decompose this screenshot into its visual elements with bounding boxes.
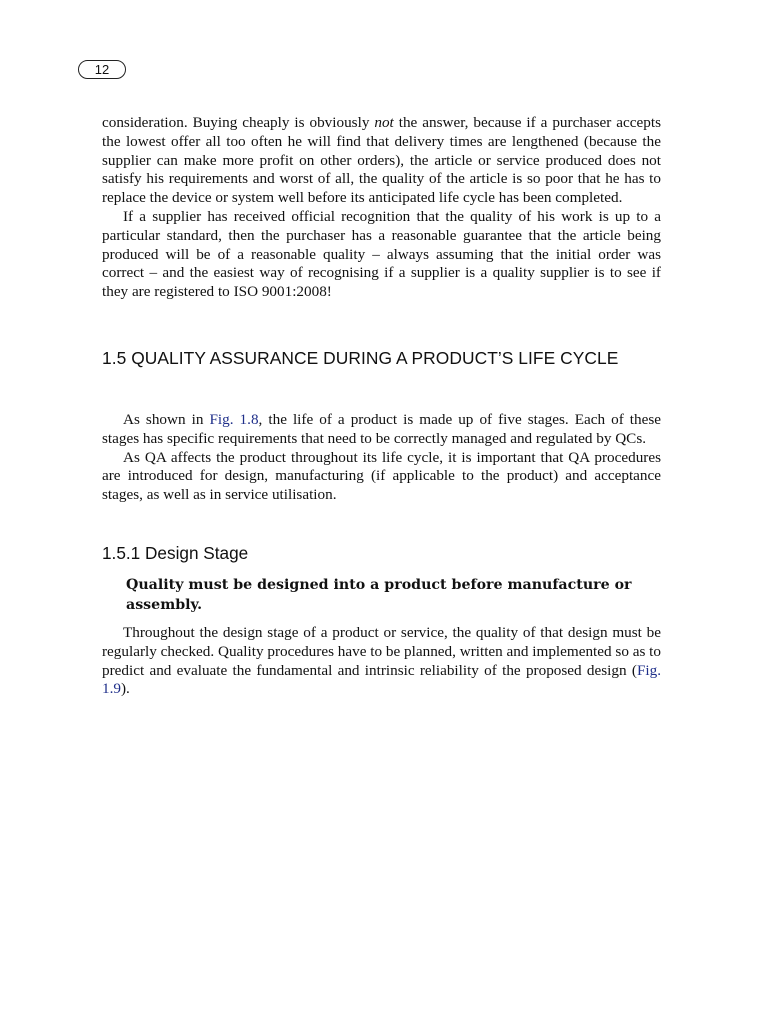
callout-statement: Quality must be designed into a product before manufacture or assembly. [126,577,632,613]
section-heading: 1.5 QUALITY ASSURANCE DURING A PRODUCT’S LIFE CYCLE [102,348,619,368]
figure-link-1-8[interactable]: Fig. 1.8 [209,411,259,428]
text-block-design [102,624,661,699]
figure-link-1-9[interactable]: Fig. 1.9 [102,661,661,698]
paragraph-five-stages [102,411,661,449]
subsection-heading: 1.5.1 Design Stage [102,543,249,563]
page-number-badge: 12 [78,60,126,79]
paragraph-text: the answer, because if a purchaser accepts the lowest offer all too often he will find that delivery times are lengthened (because the supplier can make more profit on other orders), the article or service produced does not satisfy his requirements and worst of all, the quality of the article is so poor that he has to replace the device or system well before its anticipated life cycle has been completed. [102,114,661,207]
paragraph-text: If a supplier has received official recognition that the quality of his work is up to a particular standard, then the purchaser has a reasonable guarantee that the article being produced will be of a reasonable quality – always assuming that the initial order was correct – and the easiest way of recognising if a supplier is a quality supplier is to see if they are registered to ISO 9001:2008! [102,207,661,301]
paragraph-text: ). [120,680,130,698]
paragraph-text: , the life of a product is made up of five stages. Each of these stages has specific requirements that need to be correctly managed and regulated by QCs. [102,411,661,447]
paragraph-qa-affects [102,449,661,505]
paragraph-official-recognition [102,208,661,302]
paragraph-text: As shown in [123,411,210,428]
paragraph-text: consideration. Buying cheaply is obviously [102,114,375,131]
text-block-section [102,411,661,505]
paragraph-design-stage [102,624,661,699]
paragraph-consideration [102,114,661,208]
paragraph-text: As QA affects the product throughout its life cycle, it is important that QA procedures are introduced for design, manufacturing (if applicable to the product) and acceptance stages, as well as in service utilisation. [102,448,661,504]
paragraph-text: Throughout the design stage of a product or service, the quality of that design must be regularly checked. Quality procedures have to be planned, written and implemented so as to predict and evaluate the fundamental and intrinsic reliability of the proposed design ( [102,624,661,679]
emphasis-not: not [374,114,394,131]
text-block-intro [102,114,661,302]
